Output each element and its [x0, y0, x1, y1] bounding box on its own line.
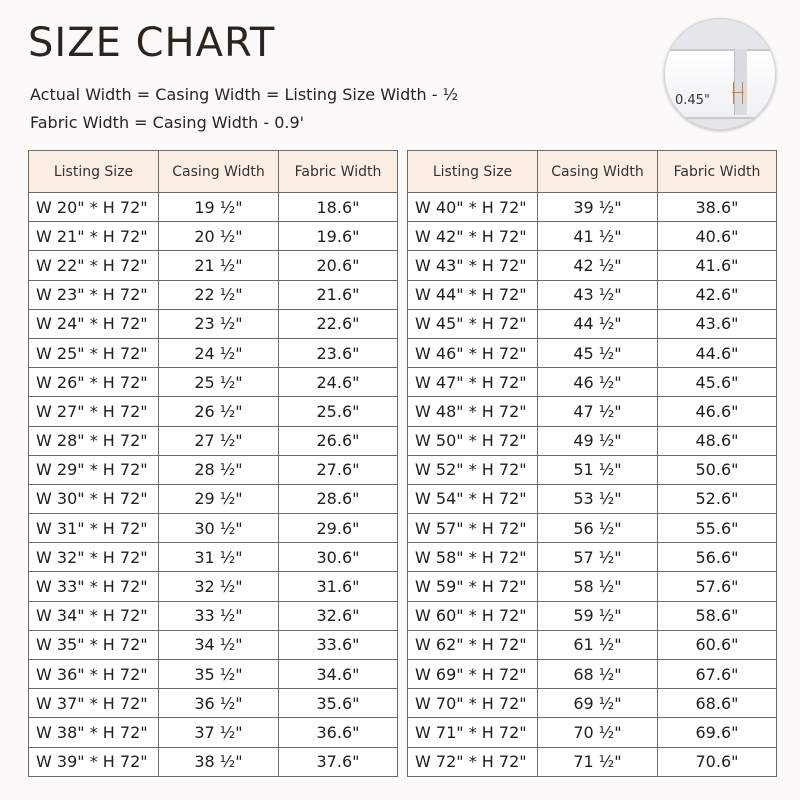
fabric-width-cell: 38.6" [658, 193, 777, 222]
table-row [408, 426, 777, 455]
fabric-width-cell: 40.6" [658, 222, 777, 251]
fabric-width-cell: 36.6" [279, 718, 398, 747]
fabric-width-cell: 50.6" [658, 455, 777, 484]
listing-size-cell: W 27" * H 72" [29, 397, 159, 426]
table-row [29, 280, 398, 309]
header-fabric-width: Fabric Width [658, 151, 777, 193]
listing-size-cell: W 30" * H 72" [29, 484, 159, 513]
fabric-width-cell: 67.6" [658, 660, 777, 689]
listing-size-cell: W 52" * H 72" [408, 455, 538, 484]
table-row [408, 572, 777, 601]
fabric-width-cell: 35.6" [279, 689, 398, 718]
listing-size-cell: W 47" * H 72" [408, 368, 538, 397]
casing-width-cell: 35 ½" [159, 660, 279, 689]
listing-size-cell: W 72" * H 72" [408, 747, 538, 776]
table-row [408, 455, 777, 484]
fabric-width-cell: 27.6" [279, 455, 398, 484]
casing-width-cell: 21 ½" [159, 251, 279, 280]
casing-width-cell: 53 ½" [538, 484, 658, 513]
header-listing-size: Listing Size [408, 151, 538, 193]
size-table-left [28, 150, 398, 777]
fabric-width-cell: 23.6" [279, 338, 398, 367]
fabric-width-cell: 41.6" [658, 251, 777, 280]
table-row [29, 601, 398, 630]
fabric-width-cell: 58.6" [658, 601, 777, 630]
listing-size-cell: W 45" * H 72" [408, 309, 538, 338]
table-row [29, 514, 398, 543]
table-row [29, 630, 398, 659]
fabric-width-cell: 21.6" [279, 280, 398, 309]
casing-width-cell: 31 ½" [159, 543, 279, 572]
listing-size-cell: W 32" * H 72" [29, 543, 159, 572]
casing-width-cell: 44 ½" [538, 309, 658, 338]
fabric-width-cell: 68.6" [658, 689, 777, 718]
fabric-width-cell: 57.6" [658, 572, 777, 601]
listing-size-cell: W 24" * H 72" [29, 309, 159, 338]
listing-size-cell: W 71" * H 72" [408, 718, 538, 747]
listing-size-cell: W 48" * H 72" [408, 397, 538, 426]
listing-size-cell: W 26" * H 72" [29, 368, 159, 397]
casing-width-cell: 39 ½" [538, 193, 658, 222]
table-row [29, 309, 398, 338]
listing-size-cell: W 21" * H 72" [29, 222, 159, 251]
casing-width-cell: 22 ½" [159, 280, 279, 309]
casing-width-cell: 27 ½" [159, 426, 279, 455]
casing-width-cell: 34 ½" [159, 630, 279, 659]
fabric-width-cell: 32.6" [279, 601, 398, 630]
curtain-rod-graphic [665, 49, 775, 119]
casing-width-cell: 33 ½" [159, 601, 279, 630]
table-row [29, 426, 398, 455]
listing-size-cell: W 60" * H 72" [408, 601, 538, 630]
fabric-width-cell: 20.6" [279, 251, 398, 280]
listing-size-cell: W 54" * H 72" [408, 484, 538, 513]
listing-size-cell: W 69" * H 72" [408, 660, 538, 689]
fabric-width-cell: 69.6" [658, 718, 777, 747]
fabric-width-cell: 25.6" [279, 397, 398, 426]
casing-width-cell: 71 ½" [538, 747, 658, 776]
listing-size-cell: W 20" * H 72" [29, 193, 159, 222]
fabric-width-cell: 48.6" [658, 426, 777, 455]
fabric-width-cell: 60.6" [658, 630, 777, 659]
table-row [408, 309, 777, 338]
table-row [29, 747, 398, 776]
fabric-width-cell: 26.6" [279, 426, 398, 455]
fabric-width-cell: 34.6" [279, 660, 398, 689]
casing-width-cell: 25 ½" [159, 368, 279, 397]
listing-size-cell: W 50" * H 72" [408, 426, 538, 455]
listing-size-cell: W 37" * H 72" [29, 689, 159, 718]
listing-size-cell: W 40" * H 72" [408, 193, 538, 222]
casing-width-cell: 32 ½" [159, 572, 279, 601]
fabric-width-cell: 31.6" [279, 572, 398, 601]
header-listing-size: Listing Size [29, 151, 159, 193]
table-row [408, 660, 777, 689]
listing-size-cell: W 31" * H 72" [29, 514, 159, 543]
listing-size-cell: W 29" * H 72" [29, 455, 159, 484]
fabric-width-cell: 24.6" [279, 368, 398, 397]
table-row [29, 660, 398, 689]
table-row [29, 718, 398, 747]
casing-width-cell: 20 ½" [159, 222, 279, 251]
casing-width-cell: 41 ½" [538, 222, 658, 251]
casing-width-cell: 30 ½" [159, 514, 279, 543]
fabric-width-cell: 19.6" [279, 222, 398, 251]
casing-width-cell: 47 ½" [538, 397, 658, 426]
table-row [408, 718, 777, 747]
fabric-width-cell: 42.6" [658, 280, 777, 309]
fabric-width-cell: 33.6" [279, 630, 398, 659]
table-row [408, 222, 777, 251]
casing-width-cell: 24 ½" [159, 338, 279, 367]
measurement-label: 0.45" [675, 93, 710, 108]
table-row [408, 280, 777, 309]
fabric-width-cell: 55.6" [658, 514, 777, 543]
measurement-marker [733, 82, 743, 104]
casing-width-cell: 70 ½" [538, 718, 658, 747]
table-row [29, 368, 398, 397]
listing-size-cell: W 42" * H 72" [408, 222, 538, 251]
fabric-width-cell: 46.6" [658, 397, 777, 426]
fabric-width-formula: Fabric Width = Casing Width - 0.9' [30, 113, 305, 132]
listing-size-cell: W 25" * H 72" [29, 338, 159, 367]
listing-size-cell: W 57" * H 72" [408, 514, 538, 543]
table-row [408, 484, 777, 513]
listing-size-cell: W 22" * H 72" [29, 251, 159, 280]
casing-width-cell: 42 ½" [538, 251, 658, 280]
casing-width-cell: 23 ½" [159, 309, 279, 338]
header-fabric-width: Fabric Width [279, 151, 398, 193]
casing-width-cell: 37 ½" [159, 718, 279, 747]
casing-detail-image [664, 18, 776, 130]
casing-width-cell: 19 ½" [159, 193, 279, 222]
table-row [29, 222, 398, 251]
table-row [408, 338, 777, 367]
header-casing-width: Casing Width [159, 151, 279, 193]
table-row [408, 514, 777, 543]
casing-width-cell: 59 ½" [538, 601, 658, 630]
table-row [408, 601, 777, 630]
table-header-row [408, 151, 777, 193]
listing-size-cell: W 59" * H 72" [408, 572, 538, 601]
listing-size-cell: W 33" * H 72" [29, 572, 159, 601]
casing-width-cell: 46 ½" [538, 368, 658, 397]
fabric-width-cell: 44.6" [658, 338, 777, 367]
fabric-width-cell: 70.6" [658, 747, 777, 776]
listing-size-cell: W 44" * H 72" [408, 280, 538, 309]
header-casing-width: Casing Width [538, 151, 658, 193]
listing-size-cell: W 62" * H 72" [408, 630, 538, 659]
fabric-width-cell: 30.6" [279, 543, 398, 572]
table-row [408, 368, 777, 397]
casing-width-cell: 38 ½" [159, 747, 279, 776]
listing-size-cell: W 38" * H 72" [29, 718, 159, 747]
casing-width-cell: 57 ½" [538, 543, 658, 572]
listing-size-cell: W 58" * H 72" [408, 543, 538, 572]
casing-width-cell: 43 ½" [538, 280, 658, 309]
casing-width-cell: 51 ½" [538, 455, 658, 484]
table-row [408, 747, 777, 776]
listing-size-cell: W 46" * H 72" [408, 338, 538, 367]
table-row [408, 543, 777, 572]
listing-size-cell: W 70" * H 72" [408, 689, 538, 718]
fabric-width-cell: 37.6" [279, 747, 398, 776]
casing-width-cell: 68 ½" [538, 660, 658, 689]
casing-width-cell: 28 ½" [159, 455, 279, 484]
casing-width-cell: 36 ½" [159, 689, 279, 718]
table-row [408, 193, 777, 222]
table-row [29, 543, 398, 572]
fabric-width-cell: 52.6" [658, 484, 777, 513]
listing-size-cell: W 36" * H 72" [29, 660, 159, 689]
listing-size-cell: W 43" * H 72" [408, 251, 538, 280]
table-row [29, 193, 398, 222]
fabric-width-cell: 22.6" [279, 309, 398, 338]
table-row [29, 484, 398, 513]
fabric-width-cell: 29.6" [279, 514, 398, 543]
table-row [408, 689, 777, 718]
table-row [408, 397, 777, 426]
casing-width-cell: 58 ½" [538, 572, 658, 601]
fabric-width-cell: 56.6" [658, 543, 777, 572]
fabric-width-cell: 18.6" [279, 193, 398, 222]
table-row [29, 251, 398, 280]
casing-width-cell: 56 ½" [538, 514, 658, 543]
table-row [29, 572, 398, 601]
casing-width-cell: 61 ½" [538, 630, 658, 659]
table-row [408, 251, 777, 280]
listing-size-cell: W 34" * H 72" [29, 601, 159, 630]
table-row [408, 630, 777, 659]
table-row [29, 397, 398, 426]
size-table-right [407, 150, 777, 777]
listing-size-cell: W 23" * H 72" [29, 280, 159, 309]
listing-size-cell: W 28" * H 72" [29, 426, 159, 455]
actual-width-formula: Actual Width = Casing Width = Listing Size Width - ½ [30, 85, 459, 104]
fabric-width-cell: 45.6" [658, 368, 777, 397]
casing-width-cell: 69 ½" [538, 689, 658, 718]
listing-size-cell: W 39" * H 72" [29, 747, 159, 776]
table-header-row [29, 151, 398, 193]
table-row [29, 455, 398, 484]
casing-width-cell: 45 ½" [538, 338, 658, 367]
casing-width-cell: 26 ½" [159, 397, 279, 426]
fabric-width-cell: 43.6" [658, 309, 777, 338]
casing-width-cell: 49 ½" [538, 426, 658, 455]
listing-size-cell: W 35" * H 72" [29, 630, 159, 659]
table-row [29, 338, 398, 367]
fabric-width-cell: 28.6" [279, 484, 398, 513]
table-row [29, 689, 398, 718]
casing-width-cell: 29 ½" [159, 484, 279, 513]
page-title: SIZE CHART [28, 20, 276, 66]
